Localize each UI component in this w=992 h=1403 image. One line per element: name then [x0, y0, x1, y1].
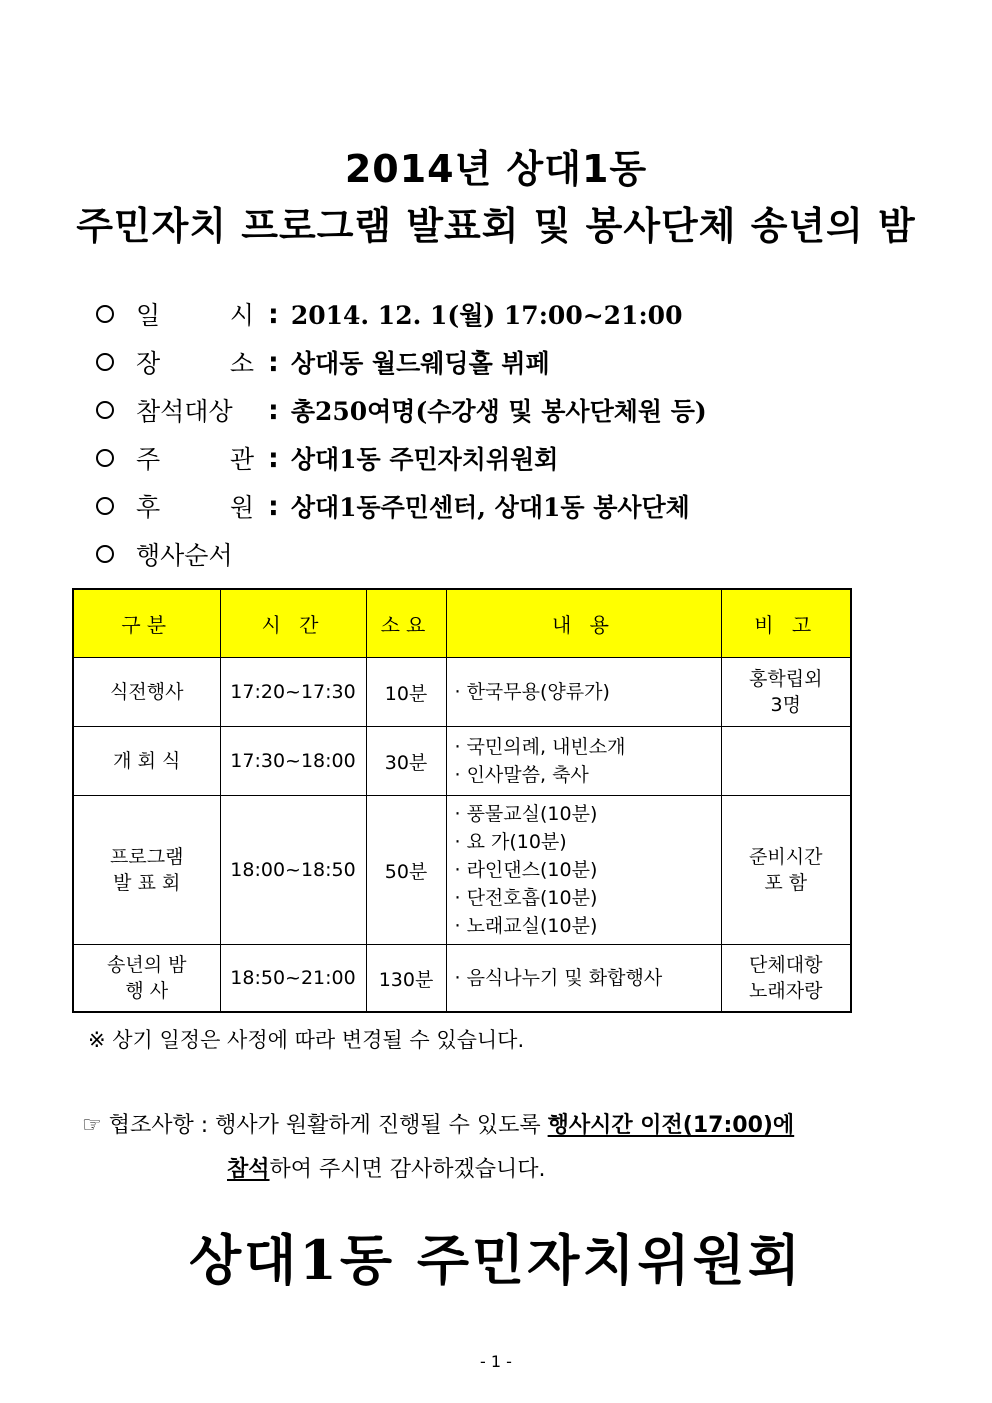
- table-row: [73, 945, 851, 1013]
- cell-duration: 10분: [366, 658, 446, 727]
- cell-duration: 50분: [366, 796, 446, 945]
- cell-category: 프로그램 발 표 회: [73, 796, 220, 945]
- info-value: 2014. 12. 1(월) 17:00~21:00: [290, 301, 683, 330]
- cell-content: · 풍물교실(10분) · 요 가(10분) · 라인댄스(10분) · 단전호흡(10분) · 노래교실(10분): [446, 796, 721, 945]
- cooperation-suffix: 하여 주시면 감사하겠습니다.: [269, 1157, 546, 1182]
- cell-content: · 한국무용(양류가): [446, 658, 721, 727]
- schedule-change-note: ※ 상기 일정은 사정에 따라 변경될 수 있습니다.: [88, 1028, 525, 1052]
- info-value: 상대동 월드웨딩홀 뷔페: [290, 349, 550, 378]
- circle-bullet-icon: [96, 545, 114, 563]
- info-label: 후 원: [136, 493, 254, 522]
- table-row: [73, 658, 851, 727]
- cell-note: 홍학립외 3명: [721, 658, 851, 727]
- circle-bullet-icon: [96, 353, 114, 371]
- table-row: [73, 727, 851, 796]
- info-row-place: 장 소 : 상대동 월드웨딩홀 뷔페: [96, 338, 707, 386]
- info-label: 장 소: [136, 349, 254, 378]
- info-value: 상대1동 주민자치위원회: [290, 445, 559, 474]
- cell-category: 개 회 식: [73, 727, 220, 796]
- event-info-list: [96, 290, 707, 578]
- circle-bullet-icon: [96, 497, 114, 515]
- page-number: - 1 -: [480, 1352, 512, 1371]
- header-time: 시 간: [220, 589, 366, 658]
- info-label: 주 관: [136, 445, 254, 474]
- info-value: 총250여명(수강생 및 봉사단체원 등): [290, 397, 707, 426]
- cell-category: 식전행사: [73, 658, 220, 727]
- circle-bullet-icon: [96, 401, 114, 419]
- title-line-2: 주민자치 프로그램 발표회 및 봉사단체 송년의 밤: [76, 204, 916, 248]
- header-duration: 소요: [366, 589, 446, 658]
- cell-content: · 음식나누기 및 화합행사: [446, 945, 721, 1013]
- info-row-sponsor: 후 원 : 상대1동주민센터, 상대1동 봉사단체: [96, 482, 707, 530]
- cell-time: 17:20~17:30: [220, 658, 366, 727]
- table-row: [73, 796, 851, 945]
- cell-duration: 30분: [366, 727, 446, 796]
- cell-category: 송년의 밤 행 사: [73, 945, 220, 1013]
- cell-note: 단체대항 노래자랑: [721, 945, 851, 1013]
- cooperation-emphasis-1: 행사시간 이전(17:00)에: [547, 1113, 795, 1138]
- circle-bullet-icon: [96, 305, 114, 323]
- info-label: 행사순서: [136, 541, 233, 570]
- header-category: 구분: [73, 589, 220, 658]
- cell-time: 17:30~18:00: [220, 727, 366, 796]
- info-label: 참석대상: [136, 397, 233, 426]
- table-header-row: [73, 589, 851, 658]
- header-content: 내 용: [446, 589, 721, 658]
- header-note: 비 고: [721, 589, 851, 658]
- info-row-program-order: [96, 530, 707, 578]
- cell-duration: 130분: [366, 945, 446, 1013]
- title-line-1: 2014년 상대1동: [344, 147, 648, 191]
- info-row-date: 일 시 : 2014. 12. 1(월) 17:00~21:00: [96, 290, 707, 338]
- info-value: 상대1동주민센터, 상대1동 봉사단체: [290, 493, 690, 522]
- info-row-attendees: 참석대상 : 총250여명(수강생 및 봉사단체원 등): [96, 386, 707, 434]
- cell-time: 18:50~21:00: [220, 945, 366, 1013]
- cell-content: · 국민의례, 내빈소개 · 인사말씀, 축사: [446, 727, 721, 796]
- cell-note: 준비시간 포 함: [721, 796, 851, 945]
- cooperation-prefix: ☞ 협조사항 : 행사가 원활하게 진행될 수 있도록: [82, 1113, 548, 1138]
- cell-note: [721, 727, 851, 796]
- circle-bullet-icon: [96, 449, 114, 467]
- info-row-host: 주 관 : 상대1동 주민자치위원회: [96, 434, 707, 482]
- organization-signature: 상대1동 주민자치위원회: [188, 1228, 803, 1292]
- schedule-table: [72, 588, 852, 1013]
- cooperation-request: [82, 1104, 794, 1192]
- cooperation-emphasis-2: 참석: [227, 1157, 270, 1182]
- info-label: 일 시: [136, 301, 254, 330]
- cell-time: 18:00~18:50: [220, 796, 366, 945]
